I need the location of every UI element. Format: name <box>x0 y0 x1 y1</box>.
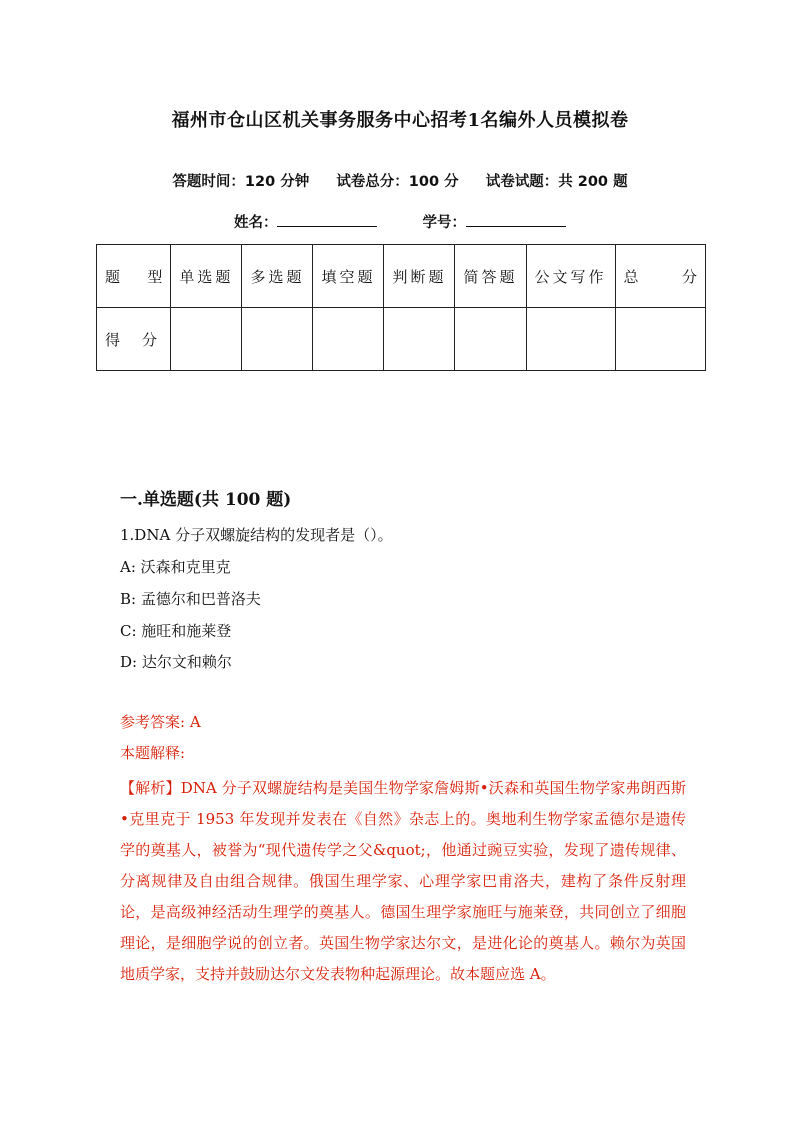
reference-answer: 参考答案: A <box>120 713 201 731</box>
name-id-row <box>0 211 800 232</box>
option-b: B: 孟德尔和巴普洛夫 <box>120 590 261 608</box>
name-blank[interactable] <box>277 212 377 227</box>
score-table <box>96 244 706 371</box>
score-table-score-row <box>97 308 706 371</box>
section-title: 一.单选题(共 100 题) <box>120 490 292 510</box>
option-a: A: 沃森和克里克 <box>120 558 231 576</box>
exam-count: 试卷试题：共 200 题 <box>485 174 628 190</box>
score-label-cell: 得 分 <box>97 308 171 371</box>
exam-time: 答题时间：120 分钟 <box>172 174 310 190</box>
score-cell[interactable] <box>384 308 455 371</box>
score-cell[interactable] <box>171 308 242 371</box>
header-fill-blank: 填空题 <box>313 245 384 308</box>
header-single-choice: 单选题 <box>171 245 242 308</box>
explanation-label: 本题解释: <box>120 744 186 762</box>
header-official-writing: 公文写作 <box>526 245 615 308</box>
header-true-false: 判断题 <box>384 245 455 308</box>
option-c: C: 施旺和施莱登 <box>120 622 232 640</box>
exam-info <box>0 170 800 191</box>
explanation-text: 【解析】DNA 分子双螺旋结构是美国生物学家詹姆斯•沃森和英国生物学家弗朗西斯•克里克于 1953 年发现并发表在《自然》杂志上的。奥地利生物学家孟德尔是遗传学的奠基人，被誉为“现代遗传学之父&quot;，他通过豌豆实验，发现了遗传规律、分离规律及自由组合规律。俄国生理学家、心理学家巴甫洛夫，建构了条件反射理论，是高级神经活动生理学的奠基人。德国生理学家施旺与施莱登，共同创立了细胞理论，是细胞学说的创立者。英国生物学家达尔文，是进化论的奠基人。赖尔为英国地质学家，支持并鼓励达尔文发表物种起源理论。故本题应选 A。 <box>120 779 686 983</box>
id-blank[interactable] <box>466 212 566 227</box>
id-label: 学号： <box>422 215 467 231</box>
type-label-cell: 题 型 <box>97 245 171 308</box>
score-cell[interactable] <box>526 308 615 371</box>
score-cell[interactable] <box>313 308 384 371</box>
score-cell[interactable] <box>455 308 526 371</box>
exam-total: 试卷总分：100 分 <box>336 174 459 190</box>
name-label: 姓名： <box>233 215 278 231</box>
exam-title: 福州市仓山区机关事务服务中心招考1名编外人员模拟卷 <box>171 110 629 131</box>
question-stem: 1.DNA 分子双螺旋结构的发现者是（）。 <box>120 526 393 544</box>
score-cell-total[interactable] <box>615 308 705 371</box>
score-cell[interactable] <box>242 308 313 371</box>
score-table-header-row <box>97 245 706 308</box>
option-d: D: 达尔文和赖尔 <box>120 653 232 671</box>
header-multi-choice: 多选题 <box>242 245 313 308</box>
header-short-answer: 简答题 <box>455 245 526 308</box>
total-label-cell: 总 分 <box>615 245 705 308</box>
